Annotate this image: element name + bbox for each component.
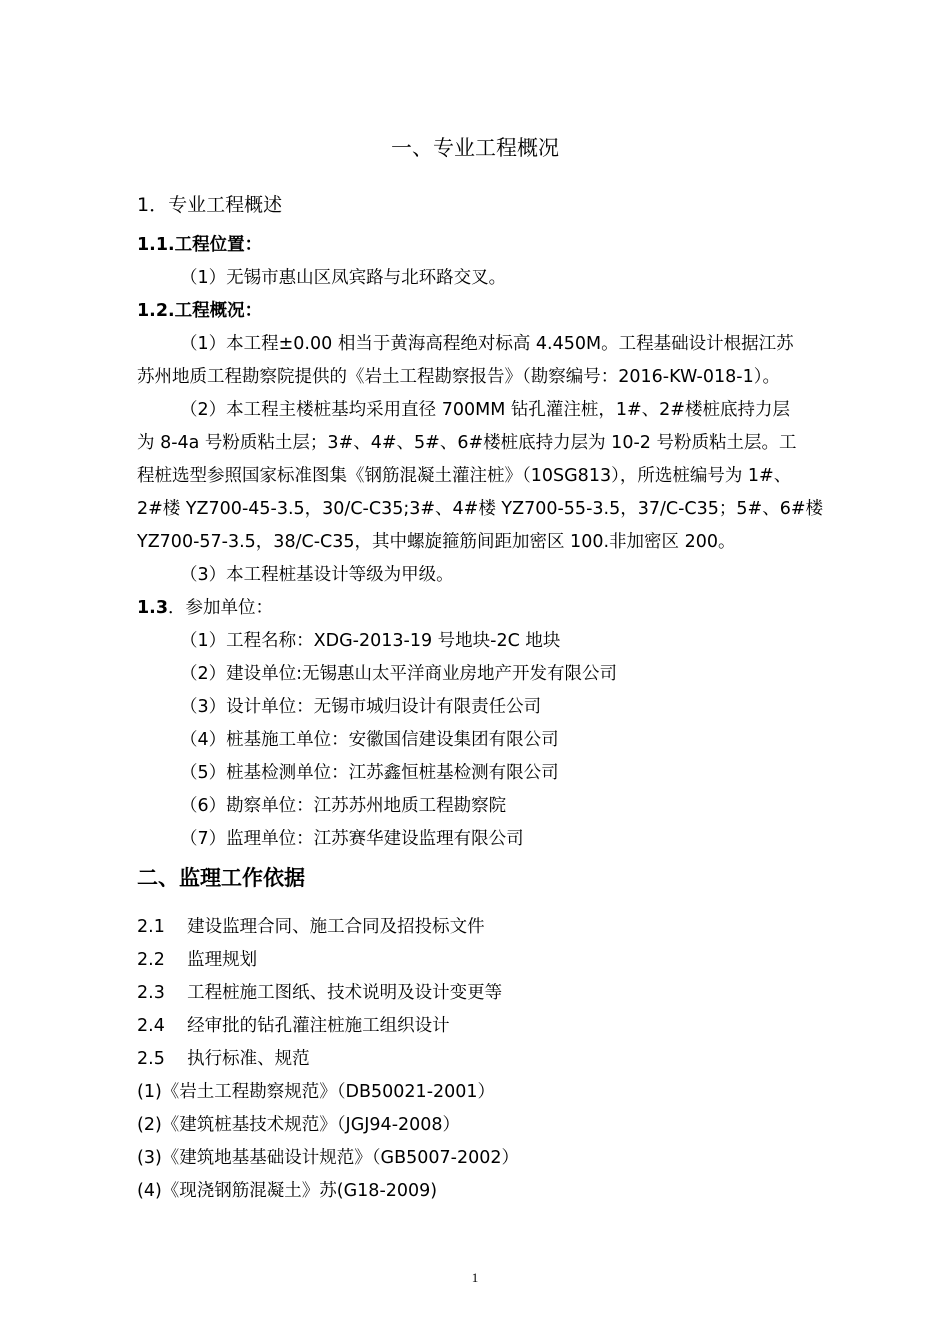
paragraph-3: （3）本工程桩基设计等级为甲级。	[180, 565, 454, 585]
standard-item: (2)《建筑桩基技术规范》（JGJ94-2008）	[137, 1115, 461, 1135]
heading-project-overview: 1．专业工程概述	[137, 194, 283, 216]
unit-item: （1）工程名称：XDG-2013-19 号地块-2C 地块	[180, 631, 561, 651]
paragraph-2-line-5: YZ700-57-3.5，38/C-C35，其中螺旋箍筋间距加密区 100.非加密区 200。	[137, 532, 736, 552]
label-project-summary: 1.2.工程概况：	[137, 301, 263, 321]
basis-item: 2.1 建设监理合同、施工合同及招投标文件	[137, 917, 485, 937]
section-title-basis: 二、监理工作依据	[137, 866, 305, 890]
basis-item: 2.4 经审批的钻孔灌注桩施工组织设计	[137, 1016, 450, 1036]
basis-item: 2.5 执行标准、规范	[137, 1049, 310, 1069]
label-participating-units-number: 1.3	[137, 598, 169, 618]
unit-item: （6）勘察单位：江苏苏州地质工程勘察院	[180, 796, 507, 816]
unit-item: （7）监理单位：江苏赛华建设监理有限公司	[180, 829, 524, 849]
paragraph-1-line-2: 苏州地质工程勘察院提供的《岩土工程勘察报告》（勘察编号：2016-KW-018-1）。	[137, 367, 780, 387]
basis-item: 2.2 监理规划	[137, 950, 258, 970]
standard-item: (1)《岩土工程勘察规范》（DB50021-2001）	[137, 1082, 496, 1102]
label-project-location: 1.1.工程位置：	[137, 235, 263, 255]
label-participating-units-text: ．参加单位：	[168, 598, 274, 618]
page-number: 1	[471, 1270, 479, 1285]
paragraph-1-line-1: （1）本工程±0.00 相当于黄海高程绝对标高 4.450M。工程基础设计根据江苏	[180, 334, 794, 354]
paragraph-2-line-1: （2）本工程主楼桩基均采用直径 700MM 钻孔灌注桩，1#、2#楼桩底持力层	[180, 400, 790, 420]
paragraph-2-line-2: 为 8-4a 号粉质粘土层；3#、4#、5#、6#楼桩底持力层为 10-2 号粉质粘土层。工	[137, 433, 797, 453]
paragraph-2-line-3: 程桩选型参照国家标准图集《钢筋混凝土灌注桩》（10SG813），所选桩编号为 1#、	[137, 466, 792, 486]
unit-item: （5）桩基检测单位：江苏鑫恒桩基检测有限公司	[180, 763, 559, 783]
standard-item: (3)《建筑地基基础设计规范》（GB5007-2002）	[137, 1148, 519, 1168]
label-participating-units	[137, 592, 839, 625]
unit-item: （4）桩基施工单位：安徽国信建设集团有限公司	[180, 730, 559, 750]
section-title-overview: 一、专业工程概况	[391, 136, 559, 160]
basis-item: 2.3 工程桩施工图纸、技术说明及设计变更等	[137, 983, 503, 1003]
unit-item: （3）设计单位：无锡市城归设计有限责任公司	[180, 697, 542, 717]
paragraph-2-line-4: 2#楼 YZ700-45-3.5，30/C-C35;3#、4#楼 YZ700-55-3.5，37/C-C35；5#、6#楼	[137, 499, 823, 519]
unit-item: （2）建设单位:无锡惠山太平洋商业房地产开发有限公司	[180, 664, 618, 684]
text-project-location: （1）无锡市惠山区凤宾路与北环路交叉。	[180, 268, 507, 288]
standard-item: (4)《现浇钢筋混凝土》苏(G18-2009)	[137, 1181, 438, 1201]
